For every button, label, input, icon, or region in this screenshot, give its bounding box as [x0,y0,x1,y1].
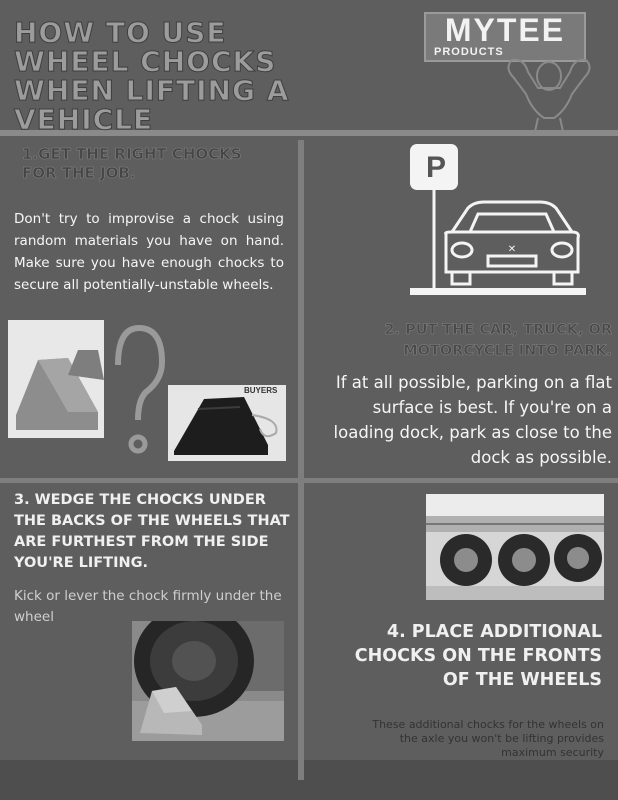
strongman-logo-icon [494,58,604,136]
step1-body: Don't try to improvise a chock using random materials you have on hand. Make sure you have enough chocks to secure all potentially-unstable wheels. [14,211,284,293]
logo-text: MYTEE [444,12,566,48]
logo-subtext: PRODUCTS [434,46,504,58]
vertical-divider [298,140,304,780]
step1-heading: 1.GET THE RIGHT CHOCKS FOR THE JOB. [22,145,242,182]
question-mark-icon [108,320,170,460]
chock-brand-label: BUYERS [244,386,278,395]
parking-sign-letter: P [425,151,446,184]
step2-body: If at all possible, parking on a flat surface is best. If you're on a loading dock, park as close to the dock as possible. [333,373,612,467]
chock-photo-black [168,385,286,461]
step3-body: Kick or lever the chock firmly under the wheel [14,588,282,625]
step2-heading: 2. PUT THE CAR, TRUCK, OR MOTORCYCLE INTO PARK. [384,322,612,359]
step4-body: These additional chocks for the wheels on the axle you won't be lifting provides maximum security [372,718,604,759]
svg-text:✕: ✕ [507,244,517,255]
chock-photo-grey [8,320,104,438]
wheel-chock-photo [132,621,284,741]
step3-heading: 3. WEDGE THE CHOCKS UNDER THE BACKS OF THE WHEELS THAT ARE FURTHEST FROM THE SIDE YOU'RE LIFTING. [14,492,290,571]
horizontal-divider [0,478,618,483]
truck-wheels-photo [426,494,604,600]
step4-heading: 4. PLACE ADDITIONAL CHOCKS ON THE FRONTS OF THE WHEELS [354,622,602,690]
page-title: HOW TO USE WHEEL CHOCKS WHEN LIFTING A VEHICLE [14,16,290,136]
